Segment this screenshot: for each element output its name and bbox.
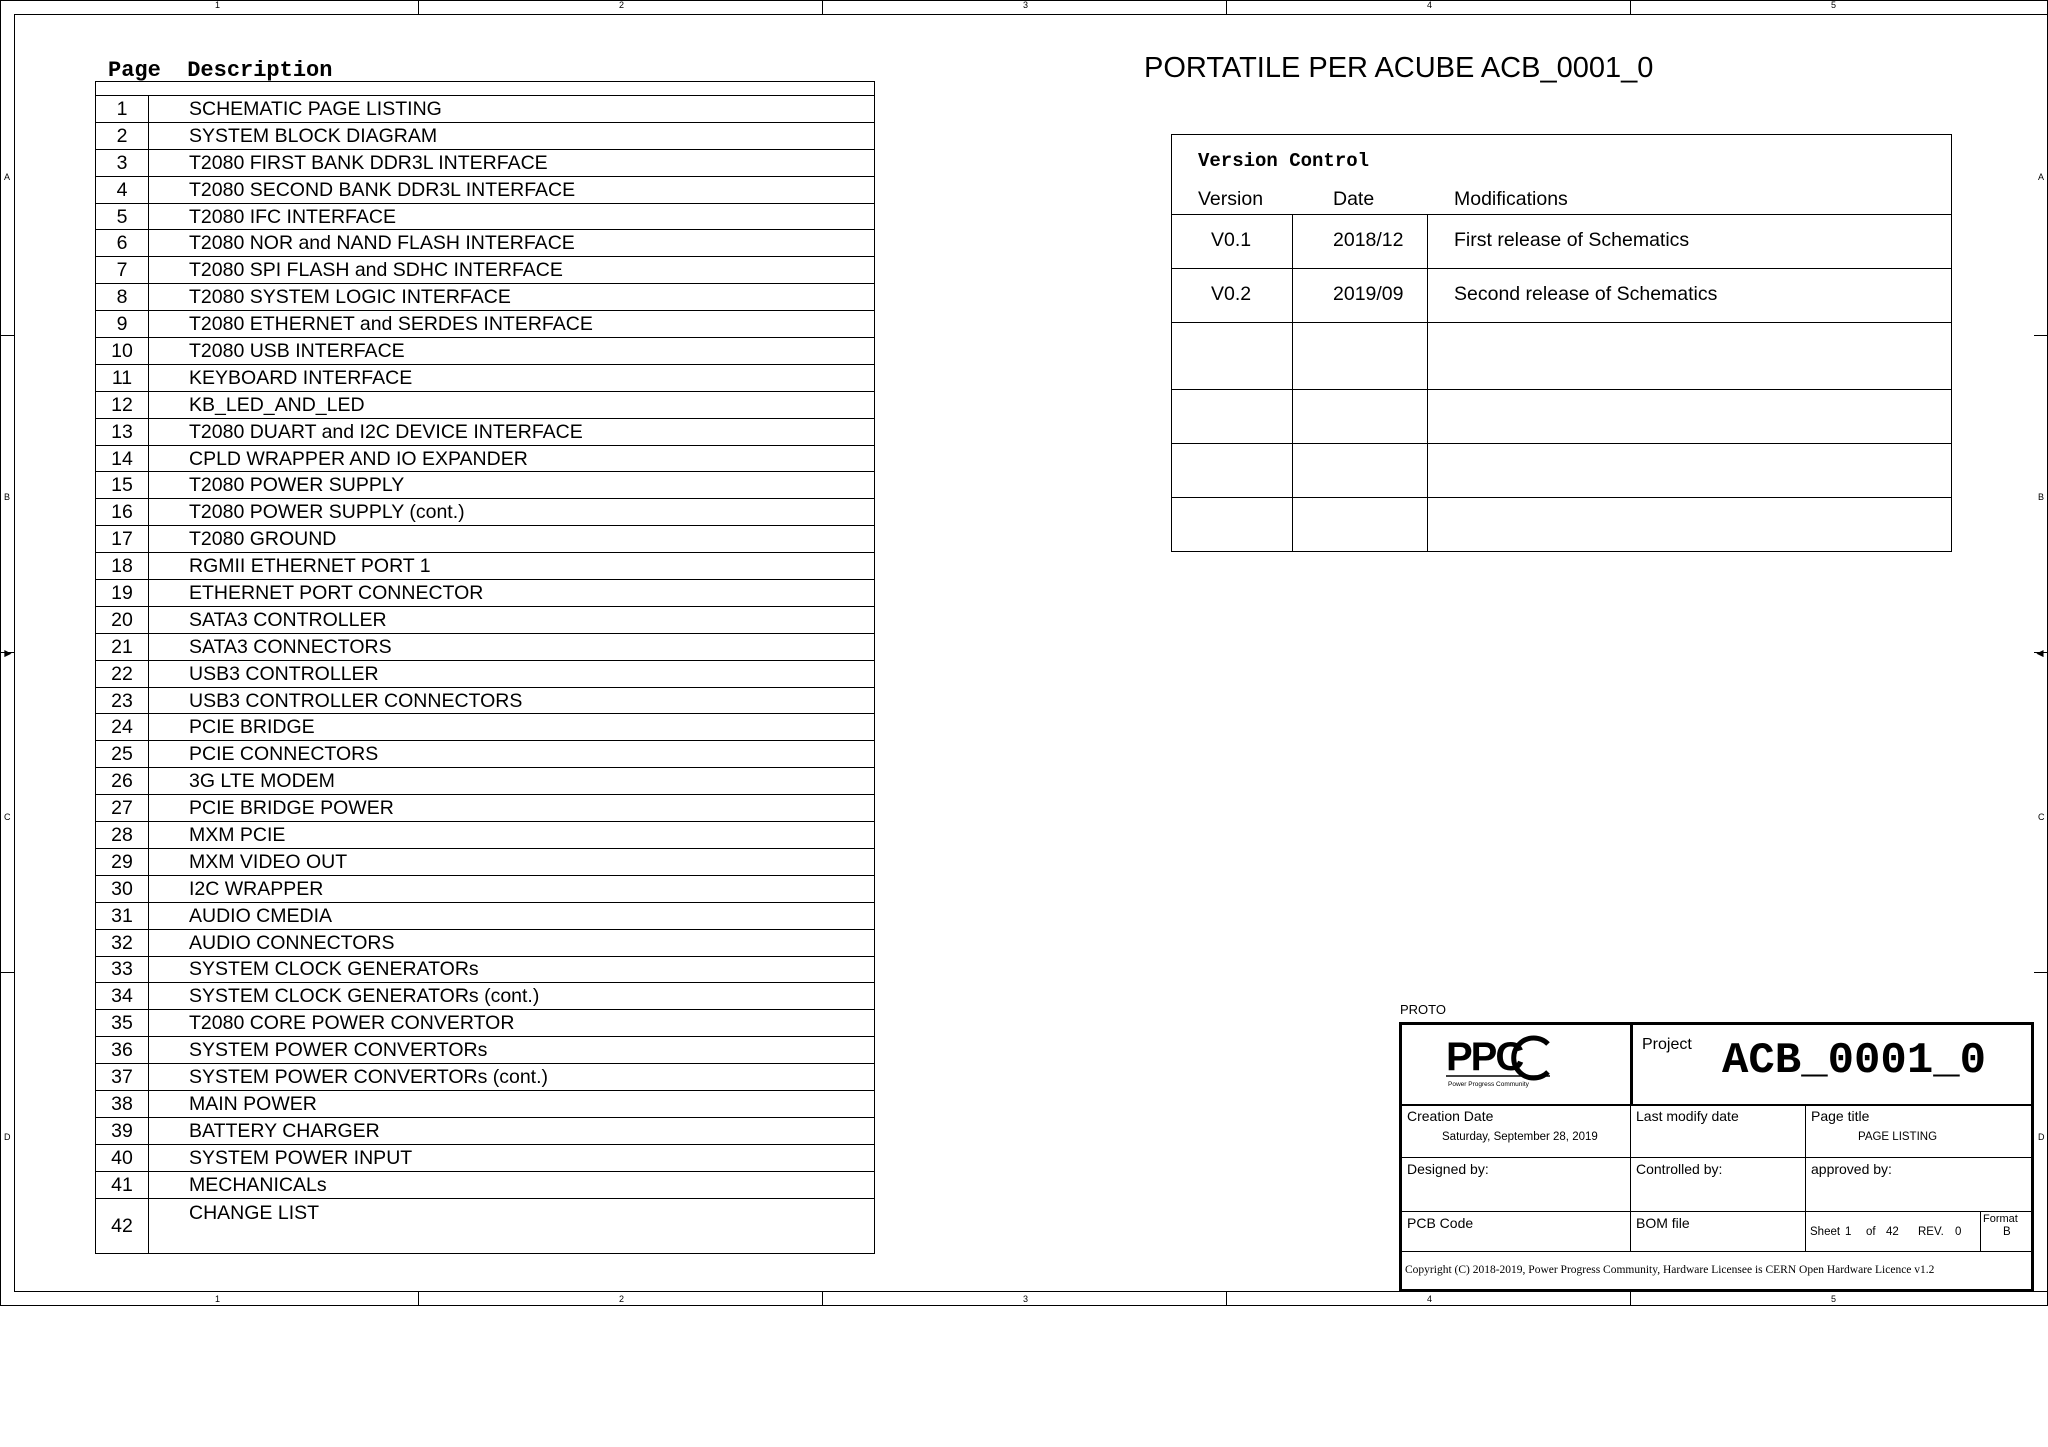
zone-tick (822, 0, 823, 14)
page-description-cell: KB_LED_AND_LED (149, 391, 875, 418)
page-number-cell: 5 (96, 203, 149, 230)
page-number-cell: 33 (96, 956, 149, 983)
page-number-cell: 27 (96, 795, 149, 822)
page-description-cell: BATTERY CHARGER (149, 1117, 875, 1144)
table-row (96, 122, 875, 149)
page-description-cell: T2080 IFC INTERFACE (149, 203, 875, 230)
table-row (96, 284, 875, 311)
page-description-cell: AUDIO CONNECTORS (149, 929, 875, 956)
page-title-value: PAGE LISTING (1858, 1131, 1938, 1143)
zone-col-label: 4 (1427, 0, 1433, 10)
table-row (96, 1117, 875, 1144)
table-row (96, 96, 875, 123)
version-row (1171, 389, 1952, 443)
page-number-cell: 12 (96, 391, 149, 418)
version-row (1171, 268, 1952, 322)
zone-col-label: 4 (1427, 1294, 1433, 1304)
version-col-divider (1292, 323, 1293, 389)
page-description-cell: T2080 SPI FLASH and SDHC INTERFACE (149, 257, 875, 284)
page-description-cell: T2080 POWER SUPPLY (149, 472, 875, 499)
table-row (96, 338, 875, 365)
page-description-cell: PCIE BRIDGE (149, 714, 875, 741)
page-number-cell: 6 (96, 230, 149, 257)
page-listing-table (95, 95, 875, 1254)
table-row (96, 499, 875, 526)
version-row (1171, 214, 1952, 268)
page-number-cell: 36 (96, 1037, 149, 1064)
page-description-cell: T2080 POWER SUPPLY (cont.) (149, 499, 875, 526)
version-col-divider (1292, 444, 1293, 497)
table-row (96, 1064, 875, 1091)
page-description-cell: AUDIO CMEDIA (149, 902, 875, 929)
table-row (96, 902, 875, 929)
page-number-cell: 16 (96, 499, 149, 526)
rev-value: 0 (1955, 1226, 1962, 1238)
page-number-cell: 32 (96, 929, 149, 956)
page-number-cell: 23 (96, 687, 149, 714)
page-number-cell: 35 (96, 1010, 149, 1037)
page-number-cell: 26 (96, 768, 149, 795)
page-number-cell: 4 (96, 176, 149, 203)
table-row (96, 660, 875, 687)
version-col-divider (1427, 498, 1428, 552)
date-column-header: Date (1333, 188, 1375, 210)
version-column-header: Version (1198, 188, 1264, 210)
table-row (96, 929, 875, 956)
page-number-cell: 8 (96, 284, 149, 311)
table-row (96, 875, 875, 902)
version-col-divider (1427, 444, 1428, 497)
page-description-cell: SYSTEM BLOCK DIAGRAM (149, 122, 875, 149)
zone-tick (0, 972, 14, 973)
page-number-cell: 1 (96, 96, 149, 123)
page-description-cell: SATA3 CONTROLLER (149, 606, 875, 633)
page-number-cell: 42 (96, 1198, 149, 1253)
controlled-by-label: Controlled by: (1636, 1161, 1723, 1177)
table-row (96, 203, 875, 230)
table-row (96, 418, 875, 445)
ppc-logo-icon (1440, 1030, 1560, 1094)
page-number-cell: 21 (96, 633, 149, 660)
zone-tick (822, 1292, 823, 1306)
page-number-cell: 28 (96, 822, 149, 849)
page-number-cell: 15 (96, 472, 149, 499)
zone-tick (1630, 0, 1631, 14)
table-row (96, 956, 875, 983)
page-title-label: Page title (1811, 1108, 1870, 1124)
format-value: B (2003, 1226, 2011, 1238)
sheet-total: 42 (1886, 1226, 1899, 1238)
version-modifications-cell: First release of Schematics (1454, 229, 1690, 251)
page-description-cell: CPLD WRAPPER AND IO EXPANDER (149, 445, 875, 472)
page-description-cell: SATA3 CONNECTORS (149, 633, 875, 660)
page-number-cell: 13 (96, 418, 149, 445)
version-col-divider (1292, 498, 1293, 552)
zone-col-label: 5 (1831, 1294, 1837, 1304)
page-number-cell: 29 (96, 848, 149, 875)
page-number-cell: 17 (96, 526, 149, 553)
zone-row-label: C (2038, 812, 2045, 822)
page-description-cell: T2080 SYSTEM LOGIC INTERFACE (149, 284, 875, 311)
logo-caption: Power Progress Community (1448, 1081, 1529, 1088)
page-description-cell: I2C WRAPPER (149, 875, 875, 902)
version-version-cell: V0.2 (1211, 283, 1252, 305)
zone-col-label: 1 (215, 0, 221, 10)
version-row (1171, 322, 1952, 389)
page-number-cell: 24 (96, 714, 149, 741)
version-row (1171, 443, 1952, 497)
page-listing-header: Page Description (108, 58, 333, 83)
page-number-cell: 2 (96, 122, 149, 149)
sheet-label: Sheet (1810, 1226, 1841, 1238)
table-row (96, 1171, 875, 1198)
page-description-cell: T2080 USB INTERFACE (149, 338, 875, 365)
tb-divider (1980, 1211, 1981, 1251)
page-description-cell: T2080 GROUND (149, 526, 875, 553)
zone-col-label: 3 (1023, 1294, 1029, 1304)
page-number-cell: 3 (96, 149, 149, 176)
table-row (96, 1037, 875, 1064)
tb-divider (1399, 1251, 2034, 1252)
zone-tick (418, 0, 419, 14)
version-col-divider (1427, 323, 1428, 389)
version-row (1171, 497, 1952, 552)
page-description-cell: MXM VIDEO OUT (149, 848, 875, 875)
zone-row-label: A (2038, 172, 2045, 182)
zone-col-label: 2 (619, 0, 625, 10)
page-description-cell: MAIN POWER (149, 1090, 875, 1117)
page-description-cell: 3G LTE MODEM (149, 768, 875, 795)
copyright-notice: Copyright (C) 2018-2019, Power Progress Community, Hardware Licensee is CERN Open Hardware Licence v1.2 (1405, 1264, 1935, 1276)
document-title: PORTATILE PER ACUBE ACB_0001_0 (1144, 52, 1654, 84)
page-number-cell: 25 (96, 741, 149, 768)
page-description-cell: RGMII ETHERNET PORT 1 (149, 553, 875, 580)
page-description-cell: T2080 SECOND BANK DDR3L INTERFACE (149, 176, 875, 203)
page-description-cell: USB3 CONTROLLER (149, 660, 875, 687)
version-col-divider (1427, 215, 1428, 268)
page-number-cell: 7 (96, 257, 149, 284)
table-row (96, 1144, 875, 1171)
table-row (96, 526, 875, 553)
zone-row-label: B (2038, 492, 2045, 502)
zone-tick (418, 1292, 419, 1306)
page-number-cell: 11 (96, 364, 149, 391)
pcb-code-label: PCB Code (1407, 1215, 1474, 1231)
page-number-cell: 20 (96, 606, 149, 633)
page-description-cell: T2080 ETHERNET and SERDES INTERFACE (149, 311, 875, 338)
version-col-divider (1292, 269, 1293, 322)
table-row (96, 149, 875, 176)
page-number-cell: 41 (96, 1171, 149, 1198)
version-version-cell: V0.1 (1211, 229, 1252, 251)
table-row (96, 176, 875, 203)
zone-row-label: C (4, 812, 11, 822)
version-col-divider (1292, 390, 1293, 443)
zone-tick (1630, 1292, 1631, 1306)
page-number-cell: 40 (96, 1144, 149, 1171)
page-number-cell: 10 (96, 338, 149, 365)
table-row (96, 1090, 875, 1117)
page-description-cell: SYSTEM CLOCK GENERATORs (cont.) (149, 983, 875, 1010)
page-number-cell: 30 (96, 875, 149, 902)
table-row (96, 714, 875, 741)
table-row (96, 1010, 875, 1037)
page-number-cell: 38 (96, 1090, 149, 1117)
zone-tick (0, 335, 14, 336)
page-description-cell: T2080 NOR and NAND FLASH INTERFACE (149, 230, 875, 257)
table-row (96, 768, 875, 795)
tb-divider (1630, 1106, 1631, 1252)
table-row (96, 580, 875, 607)
page-description-cell: T2080 FIRST BANK DDR3L INTERFACE (149, 149, 875, 176)
page-description-cell: MXM PCIE (149, 822, 875, 849)
table-row (96, 606, 875, 633)
designed-by-label: Designed by: (1407, 1161, 1489, 1177)
table-row (96, 633, 875, 660)
page-description-cell: CHANGE LIST (149, 1198, 875, 1253)
page-description-cell: SCHEMATIC PAGE LISTING (149, 96, 875, 123)
table-row (96, 1198, 875, 1253)
page-description-cell: T2080 DUART and I2C DEVICE INTERFACE (149, 418, 875, 445)
page-description-cell: SYSTEM CLOCK GENERATORs (149, 956, 875, 983)
page-description-cell: SYSTEM POWER CONVERTORs (cont.) (149, 1064, 875, 1091)
project-value: ACB_0001_0 (1722, 1036, 1987, 1086)
zone-col-label: 2 (619, 1294, 625, 1304)
version-date-cell: 2019/09 (1333, 283, 1404, 305)
page-number-cell: 39 (96, 1117, 149, 1144)
modifications-column-header: Modifications (1454, 188, 1568, 210)
last-modify-label: Last modify date (1636, 1108, 1739, 1124)
page-description-cell: KEYBOARD INTERFACE (149, 364, 875, 391)
rev-label: REV. (1918, 1226, 1944, 1238)
page-description-cell: PCIE CONNECTORS (149, 741, 875, 768)
version-control-title: Version Control (1198, 150, 1370, 172)
tb-divider (1399, 1157, 2034, 1158)
page-number-cell: 34 (96, 983, 149, 1010)
zone-tick (1226, 1292, 1227, 1306)
table-row (96, 230, 875, 257)
table-row (96, 364, 875, 391)
zone-col-label: 5 (1831, 0, 1837, 10)
page-description-cell: SYSTEM POWER CONVERTORs (149, 1037, 875, 1064)
page-description-cell: T2080 CORE POWER CONVERTOR (149, 1010, 875, 1037)
project-label: Project (1642, 1036, 1692, 1053)
tb-divider (1805, 1106, 1806, 1252)
page-number-cell: 37 (96, 1064, 149, 1091)
zone-tick (2034, 972, 2048, 973)
page-number-cell: 14 (96, 445, 149, 472)
table-row (96, 848, 875, 875)
version-col-divider (1292, 215, 1293, 268)
page-description-cell: USB3 CONTROLLER CONNECTORS (149, 687, 875, 714)
zone-row-label: D (4, 1132, 11, 1142)
creation-date-label: Creation Date (1407, 1108, 1494, 1124)
zone-row-label: D (2038, 1132, 2045, 1142)
bom-file-label: BOM file (1636, 1215, 1690, 1231)
table-row (96, 687, 875, 714)
zone-row-label: A (4, 172, 11, 182)
page-number-cell: 18 (96, 553, 149, 580)
center-mark-right-icon: ◄ (2034, 646, 2046, 660)
table-row (96, 741, 875, 768)
zone-col-label: 3 (1023, 0, 1029, 10)
page-number-cell: 31 (96, 902, 149, 929)
table-row (96, 822, 875, 849)
zone-tick (1226, 0, 1227, 14)
version-date-cell: 2018/12 (1333, 229, 1404, 251)
tb-divider (1399, 1104, 2034, 1106)
tb-divider (1630, 1022, 1633, 1106)
creation-date-value: Saturday, September 28, 2019 (1442, 1131, 1598, 1143)
version-col-divider (1427, 269, 1428, 322)
table-row (96, 472, 875, 499)
page-number-cell: 19 (96, 580, 149, 607)
page-description-cell: PCIE BRIDGE POWER (149, 795, 875, 822)
table-row (96, 795, 875, 822)
tb-divider (1399, 1211, 2034, 1212)
of-label: of (1866, 1226, 1876, 1238)
table-row (96, 445, 875, 472)
table-row (96, 391, 875, 418)
approved-by-label: approved by: (1811, 1161, 1892, 1177)
page-number-cell: 9 (96, 311, 149, 338)
logo-text: PPC (1446, 1035, 1523, 1079)
status-label: PROTO (1400, 1002, 1446, 1017)
format-label: Format (1983, 1213, 2018, 1225)
table-row (96, 983, 875, 1010)
table-row (96, 553, 875, 580)
page-description-cell: SYSTEM POWER INPUT (149, 1144, 875, 1171)
table-row (96, 257, 875, 284)
center-mark-left-icon: ► (2, 646, 14, 660)
sheet-value: 1 (1845, 1226, 1852, 1238)
zone-tick (2034, 335, 2048, 336)
page-description-cell: MECHANICALs (149, 1171, 875, 1198)
version-col-divider (1427, 390, 1428, 443)
version-modifications-cell: Second release of Schematics (1454, 283, 1718, 305)
table-row (96, 311, 875, 338)
page-number-cell: 22 (96, 660, 149, 687)
page-listing-top-strip (95, 81, 875, 95)
zone-row-label: B (4, 492, 11, 502)
zone-col-label: 1 (215, 1294, 221, 1304)
page-description-cell: ETHERNET PORT CONNECTOR (149, 580, 875, 607)
